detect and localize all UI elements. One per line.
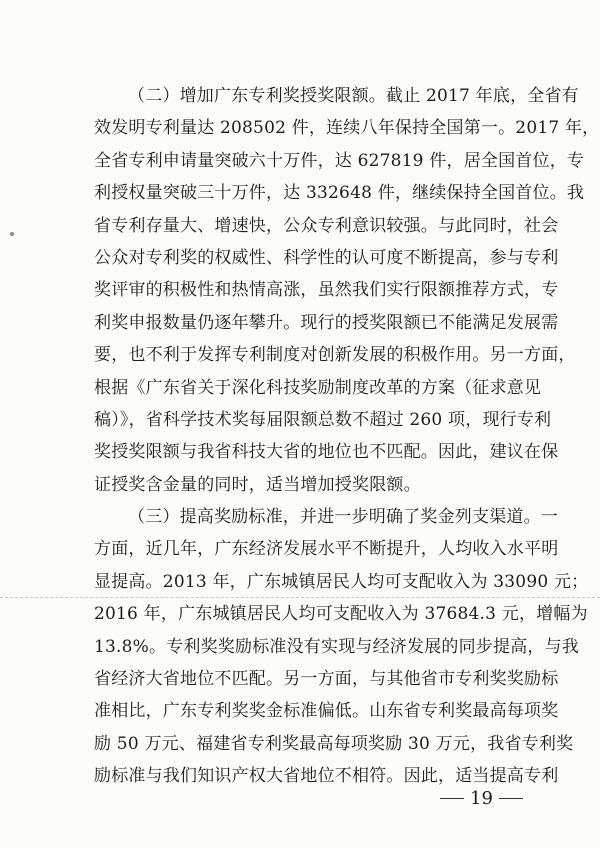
paragraph-2-line: 利授权量突破三十万件，达 332648 件，继续保持全国首位。我 [94, 183, 585, 204]
paragraph-2-line: 省专利存量大、增速快，公众专利意识较强。与此同时，社会 [94, 215, 559, 236]
paragraph-2-line: 公众对专利奖的权威性、科学性的认可度不断提高，参与专利 [94, 247, 559, 268]
paragraph-2-line: 利奖申报数量仍逐年攀升。现行的授奖限额已不能满足发展需 [94, 312, 559, 333]
scan-speck [10, 232, 14, 236]
paragraph-2-line: 要，也不利于发挥专利制度对创新发展的积极作用。另一方面， [94, 345, 576, 366]
footer-dash-right [499, 798, 523, 799]
paragraph-2-line: 根据《广东省关于深化科技奖励制度改革的方案（征求意见 [94, 377, 542, 398]
paragraph-3-line: 方面，近几年，广东经济发展水平不断提升，人均收入水平明 [94, 539, 559, 560]
paragraph-3-line: 励标准与我们知识产权大省地位不相符。因此，适当提高专利 [94, 766, 559, 787]
footer-dash-left [440, 798, 464, 799]
paragraph-3-line: （三）提高奖励标准，并进一步明确了奖金列支渠道。一 [128, 507, 558, 528]
paragraph-2-line: 奖授奖限额与我省科技大省的地位也不匹配。因此，建议在保 [94, 442, 559, 463]
paragraph-3-line: 准相比，广东专利奖奖金标准偏低。山东省专利奖最高每项奖 [94, 701, 559, 722]
paragraph-3-line: 省经济大省地位不匹配。另一方面，与其他省市专利奖奖励标 [94, 669, 559, 690]
paragraph-2-line: 稿）》，省科学技术奖每届限额总数不超过 260 项，现行专利 [94, 409, 552, 430]
paragraph-2-line: 奖评审的积极性和热情高涨，虽然我们实行限额推荐方式，专 [94, 280, 559, 301]
paragraph-2-line: （二）增加广东专利奖授奖限额。截止 2017 年底，全省有 [128, 86, 579, 106]
paragraph-3-line: 13.8%。专利奖奖励标准没有实现与经济发展的同步提高，与我 [94, 636, 580, 657]
page-number: 19 [470, 788, 493, 809]
paragraph-3-line: 显提高。2013 年，广东城镇居民人均可支配收入为 33090 元； [94, 571, 589, 592]
page-footer [440, 788, 523, 809]
paragraph-3-line: 2016 年，广东城镇居民人均可支配收入为 37684.3 元，增幅为 [94, 604, 588, 625]
paragraph-3-line: 励 50 万元、福建省专利奖最高每项奖励 30 万元，我省专利奖 [94, 733, 574, 754]
body-text [94, 80, 600, 793]
paragraph-2-line: 全省专利申请量突破六十万件，达 627819 件，居全国首位，专 [94, 150, 585, 171]
paragraph-2-line: 证授奖含金量的同时，适当增加授奖限额。 [94, 474, 421, 495]
paragraph-2-line: 效发明专利量达 208502 件，连续八年保持全国第一。2017 年， [94, 118, 600, 139]
